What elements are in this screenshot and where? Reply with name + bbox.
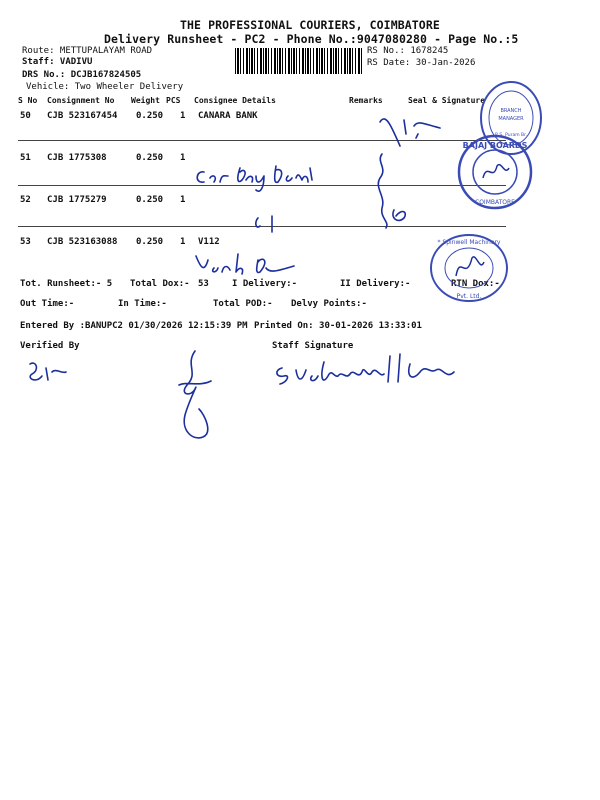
- row-pcs: 1: [180, 153, 186, 163]
- total-pod-label: Total POD:-: [213, 299, 273, 309]
- staff-label: Staff: VADIVU: [22, 57, 93, 67]
- runsheet-subtitle: Delivery Runsheet - PC2 - Phone No.:9047080280 - Page No.:5: [104, 32, 519, 46]
- bajaj-boards-stamp-image: [455, 132, 535, 212]
- svg-text:* Spinwell Machinery: * Spinwell Machinery: [437, 239, 501, 246]
- row-sno: 50: [20, 111, 31, 121]
- row-pcs: 1: [180, 111, 186, 121]
- col-header-remarks: Remarks: [349, 96, 383, 105]
- row-weight: 0.250: [136, 195, 164, 205]
- col-header-seal: Seal & Signature: [408, 96, 486, 105]
- staff-signature: [270, 346, 500, 396]
- col-header-sno: S No: [18, 96, 38, 105]
- i-delivery-label: I Delivery:-: [232, 279, 298, 289]
- row-weight: 0.250: [136, 111, 164, 121]
- row-consignment: CJB 523167454: [47, 111, 118, 121]
- row-consignment: CJB 1775279: [47, 195, 107, 205]
- company-title: THE PROFESSIONAL COURIERS, COIMBATORE: [180, 18, 440, 32]
- total-dox-label: Total Dox:-: [130, 279, 190, 289]
- handwritten-consignee-note: [190, 158, 330, 198]
- row-consignment: CJB 1775308: [47, 153, 107, 163]
- svg-text:Pvt. Ltd.: Pvt. Ltd.: [456, 293, 482, 300]
- col-header-consignee: Consignee Details: [194, 96, 276, 105]
- row-consignment: CJB 523163088: [47, 237, 118, 247]
- row-consignee: CANARA BANK: [198, 111, 258, 121]
- row-weight: 0.250: [136, 237, 164, 247]
- svg-text:MANAGER: MANAGER: [498, 116, 524, 122]
- route-label: Route: METTUPALAYAM ROAD: [22, 46, 153, 56]
- row-sno: 52: [20, 195, 31, 205]
- staff-signature-label: Staff Signature: [272, 341, 354, 351]
- delvy-points-label: Delvy Points:-: [291, 299, 367, 309]
- verified-by-label: Verified By: [20, 341, 80, 351]
- remarks-signature: [368, 148, 428, 238]
- handwritten-mark: [250, 212, 290, 236]
- out-time-label: Out Time:-: [20, 299, 75, 309]
- svg-text:BAJAJ BOARDS: BAJAJ BOARDS: [462, 141, 528, 150]
- total-dox-value: 53: [198, 279, 209, 289]
- rs-number: RS No.: 1678245: [367, 46, 449, 56]
- row-sno: 51: [20, 153, 31, 163]
- printed-on: Printed On: 30-01-2026 13:33:01: [254, 321, 422, 331]
- row-weight: 0.250: [136, 153, 164, 163]
- vehicle-label: Vehicle: Two Wheeler Delivery: [26, 82, 184, 92]
- handwritten-consignee-note: [190, 250, 300, 280]
- col-header-pcs: PCS: [166, 96, 181, 105]
- drs-number: DRS No.: DCJB167824505: [22, 70, 142, 80]
- row-sno: 53: [20, 237, 31, 247]
- rs-date: RS Date: 30-Jan-2026: [367, 58, 476, 68]
- svg-text:R.S. Puram Br.: R.S. Puram Br.: [495, 133, 527, 138]
- spinwell-stamp-image: [428, 232, 510, 304]
- barcode-image: [235, 48, 363, 74]
- verifier-signature: [165, 345, 225, 445]
- in-time-label: In Time:-: [118, 299, 167, 309]
- row-pcs: 1: [180, 237, 186, 247]
- row-consignee: V112: [198, 237, 220, 247]
- svg-text:BRANCH: BRANCH: [500, 108, 522, 114]
- row-pcs: 1: [180, 195, 186, 205]
- rtn-dox-label: RTN Dox:-: [451, 279, 500, 289]
- col-header-consignment: Consignment No: [47, 96, 115, 105]
- tot-runsheet: Tot. Runsheet:- 5: [20, 279, 113, 289]
- entered-by: Entered By :BANUPC2 01/30/2026 12:15:39 PM: [20, 321, 248, 331]
- col-header-weight: Weight: [131, 96, 160, 105]
- svg-text:COIMBATORE: COIMBATORE: [475, 199, 515, 206]
- ii-delivery-label: II Delivery:-: [340, 279, 411, 289]
- verifier-signature: [22, 350, 72, 390]
